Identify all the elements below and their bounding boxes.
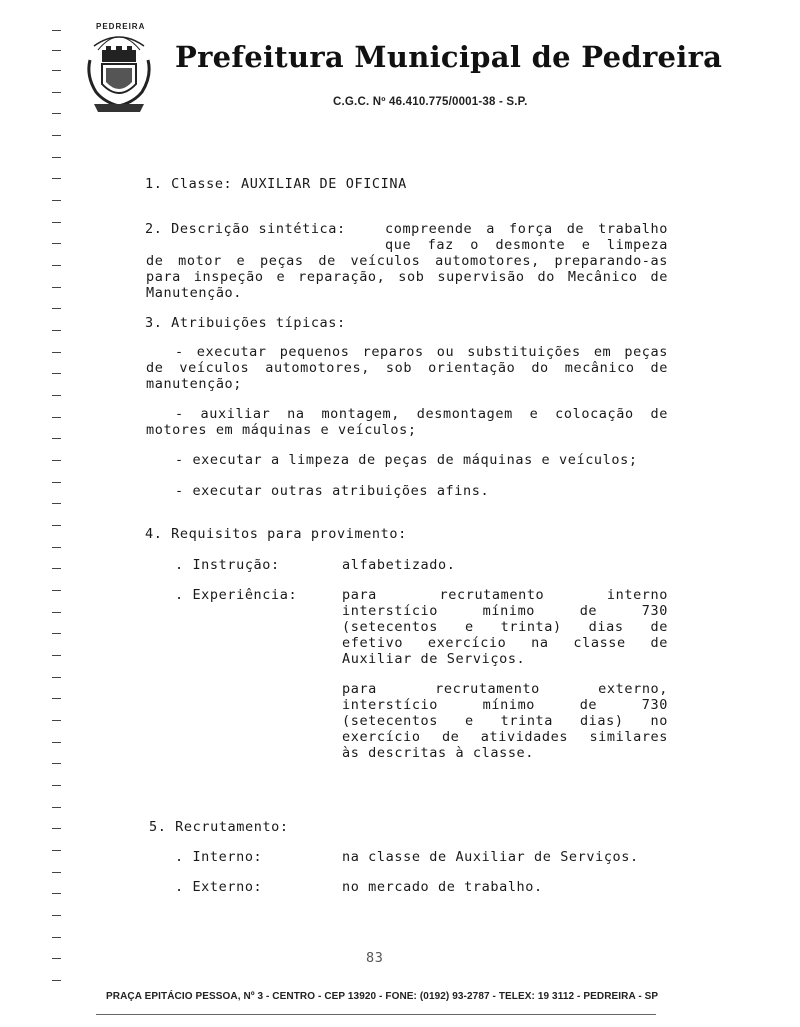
duty-item: de veículos automotores, sob orientação do mecânico de: [146, 360, 668, 376]
recruitment-value: no mercado de trabalho.: [342, 879, 543, 895]
requirement-value: efetivo exercício na classe de: [342, 635, 668, 651]
requirement-value: interstício mínimo de 730: [342, 603, 668, 619]
requirement-label: . Instrução:: [175, 557, 280, 573]
section-2-text: compreende a força de trabalho: [385, 221, 668, 237]
municipal-seal: [84, 26, 154, 116]
requirement-value: para recrutamento interno: [342, 587, 668, 603]
section-4-heading: 4. Requisitos para provimento:: [145, 526, 407, 542]
recruitment-value: na classe de Auxiliar de Serviços.: [342, 849, 639, 865]
duty-item: - executar outras atribuições afins.: [175, 483, 490, 499]
duty-item: - executar a limpeza de peças de máquinas e veículos;: [175, 452, 638, 468]
requirement-value: Auxiliar de Serviços.: [342, 651, 526, 667]
duty-item: manutenção;: [146, 376, 243, 392]
page-number: 83: [366, 950, 384, 966]
requirement-value: às descritas à classe.: [342, 745, 535, 761]
coat-of-arms-icon: [84, 26, 154, 116]
requirement-value: para recrutamento externo,: [342, 681, 668, 697]
section-3-heading: 3. Atribuições típicas:: [145, 315, 346, 331]
section-2-text: Manutenção.: [146, 285, 243, 301]
requirement-label: . Experiência:: [175, 587, 298, 603]
requirement-value: exercício de atividades similares: [342, 729, 668, 745]
footer-divider: [96, 1014, 656, 1015]
section-2-text: de motor e peças de veículos automotores, preparando-as: [146, 253, 668, 269]
duty-item: motores em máquinas e veículos;: [146, 422, 417, 438]
footer-address: PRAÇA EPITÁCIO PESSOA, Nº 3 - CENTRO - CEP 13920 - FONE: (0192) 93-2787 - TELEX: 19 3112 - PEDREIRA - SP: [106, 991, 659, 1002]
section-2-heading: 2. Descrição sintética:: [145, 221, 346, 237]
page-title: Prefeitura Municipal de Pedreira: [175, 40, 723, 74]
duty-item: - auxiliar na montagem, desmontagem e colocação de: [175, 406, 668, 422]
section-2-text: para inspeção e reparação, sob supervisão do Mecânico de: [146, 269, 668, 285]
recruitment-label: . Externo:: [175, 879, 263, 895]
section-1-class: 1. Classe: AUXILIAR DE OFICINA: [145, 176, 407, 192]
section-2-text: que faz o desmonte e limpeza: [385, 237, 668, 253]
requirement-value: interstício mínimo de 730: [342, 697, 668, 713]
section-5-heading: 5. Recrutamento:: [149, 819, 289, 835]
seal-lettering: PEDREIRA: [96, 22, 146, 31]
requirement-value: alfabetizado.: [342, 557, 456, 573]
recruitment-label: . Interno:: [175, 849, 263, 865]
requirement-value: (setecentos e trinta) dias de: [342, 619, 668, 635]
requirement-value: (setecentos e trinta dias) no: [342, 713, 668, 729]
cgc-number: C.G.C. Nº 46.410.775/0001-38 - S.P.: [333, 96, 528, 108]
duty-item: - executar pequenos reparos ou substituições em peças: [175, 344, 668, 360]
